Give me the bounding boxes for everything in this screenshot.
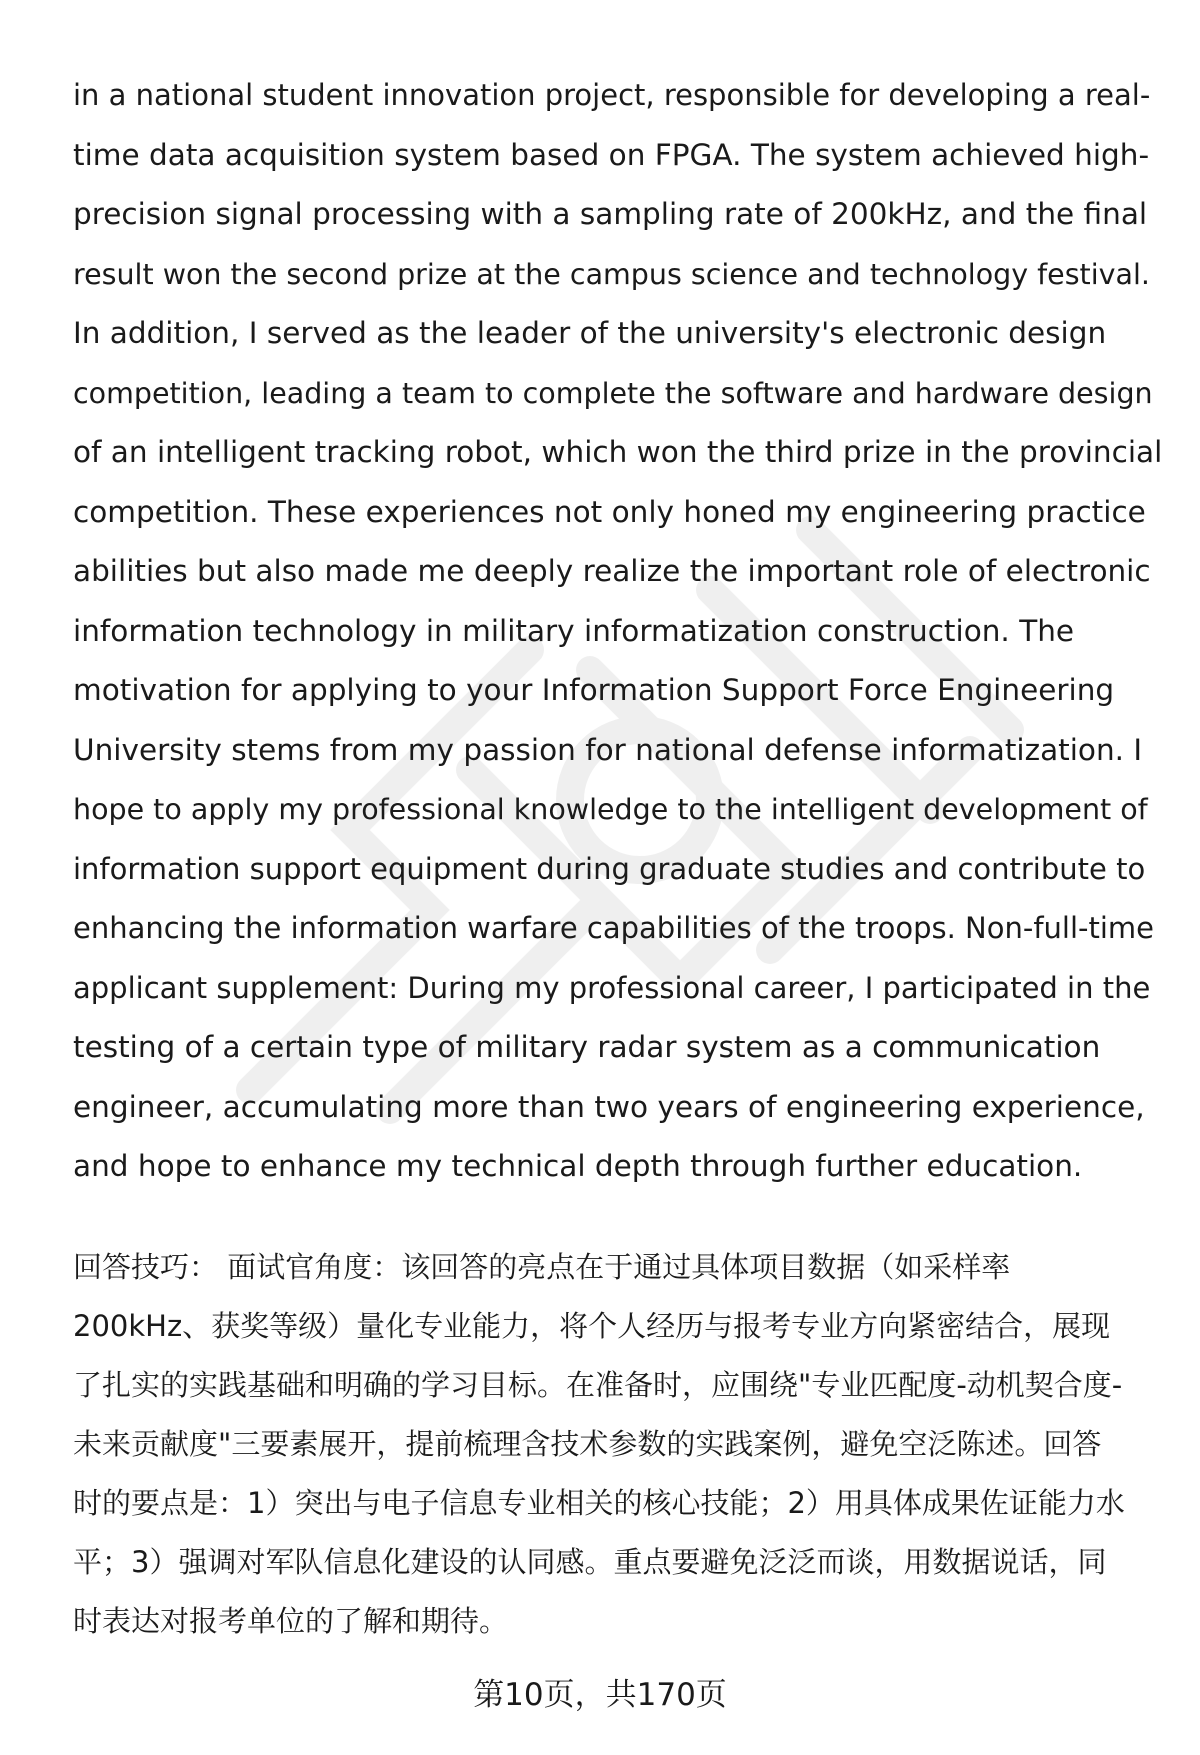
tips-line: 未来贡献度"三要素展开，提前梳理含技术参数的实践案例，避免空泛陈述。回答: [73, 1427, 1102, 1461]
answer-line: of an intelligent tracking robot, which won the third prize in the provincial: [73, 435, 1163, 469]
page-number: 第10页，共170页: [473, 1677, 727, 1713]
answer-line: In addition, I served as the leader of the university's electronic design: [73, 316, 1107, 350]
tips-line: 回答技巧： 面试官角度：该回答的亮点在于通过具体项目数据（如采样率: [73, 1250, 1011, 1284]
answer-line: competition, leading a team to complete the software and hardware design: [73, 376, 1153, 410]
answer-line: time data acquisition system based on FPGA. The system achieved high-: [73, 137, 1150, 172]
tips-line: 200kHz、获奖等级）量化专业能力，将个人经历与报考专业方向紧密结合，展现: [73, 1309, 1111, 1343]
answer-line: in a national student innovation project, responsible for developing a real-: [73, 78, 1151, 112]
answer-line: applicant supplement: During my professional career, I participated in the: [73, 970, 1151, 1005]
answer-paragraph: [73, 66, 1163, 1197]
answer-tips: [73, 1238, 1163, 1651]
answer-line: precision signal processing with a sampling rate of 200kHz, and the final: [73, 197, 1148, 231]
answer-line: motivation for applying to your Information Support Force Engineering: [73, 673, 1115, 707]
answer-line: information technology in military informatization construction. The: [73, 613, 1075, 648]
tips-line: 时的要点是：1）突出与电子信息专业相关的核心技能；2）用具体成果佐证能力水: [73, 1486, 1125, 1520]
answer-line: University stems from my passion for national defense informatization. I: [73, 732, 1143, 767]
answer-line: information support equipment during graduate studies and contribute to: [73, 851, 1146, 886]
answer-line: enhancing the information warfare capabilities of the troops. Non-full-time: [73, 911, 1155, 945]
answer-line: abilities but also made me deeply realize the important role of electronic: [73, 554, 1151, 588]
tips-line: 时表达对报考单位的了解和期待。: [73, 1604, 509, 1638]
tips-line: 了扎实的实践基础和明确的学习目标。在准备时，应围绕"专业匹配度-动机契合度-: [73, 1368, 1123, 1402]
tips-line: 平；3）强调对军队信息化建设的认同感。重点要避免泛泛而谈，用数据说话，同: [73, 1545, 1107, 1579]
answer-line: testing of a certain type of military radar system as a communication: [73, 1030, 1101, 1064]
answer-line: engineer, accumulating more than two years of engineering experience,: [73, 1089, 1145, 1124]
answer-line: and hope to enhance my technical depth through further education.: [73, 1149, 1083, 1183]
answer-line: competition. These experiences not only honed my engineering practice: [73, 494, 1146, 529]
answer-line: hope to apply my professional knowledge to the intelligent development of: [73, 793, 1148, 826]
answer-line: result won the second prize at the campus science and technology festival.: [73, 257, 1150, 291]
